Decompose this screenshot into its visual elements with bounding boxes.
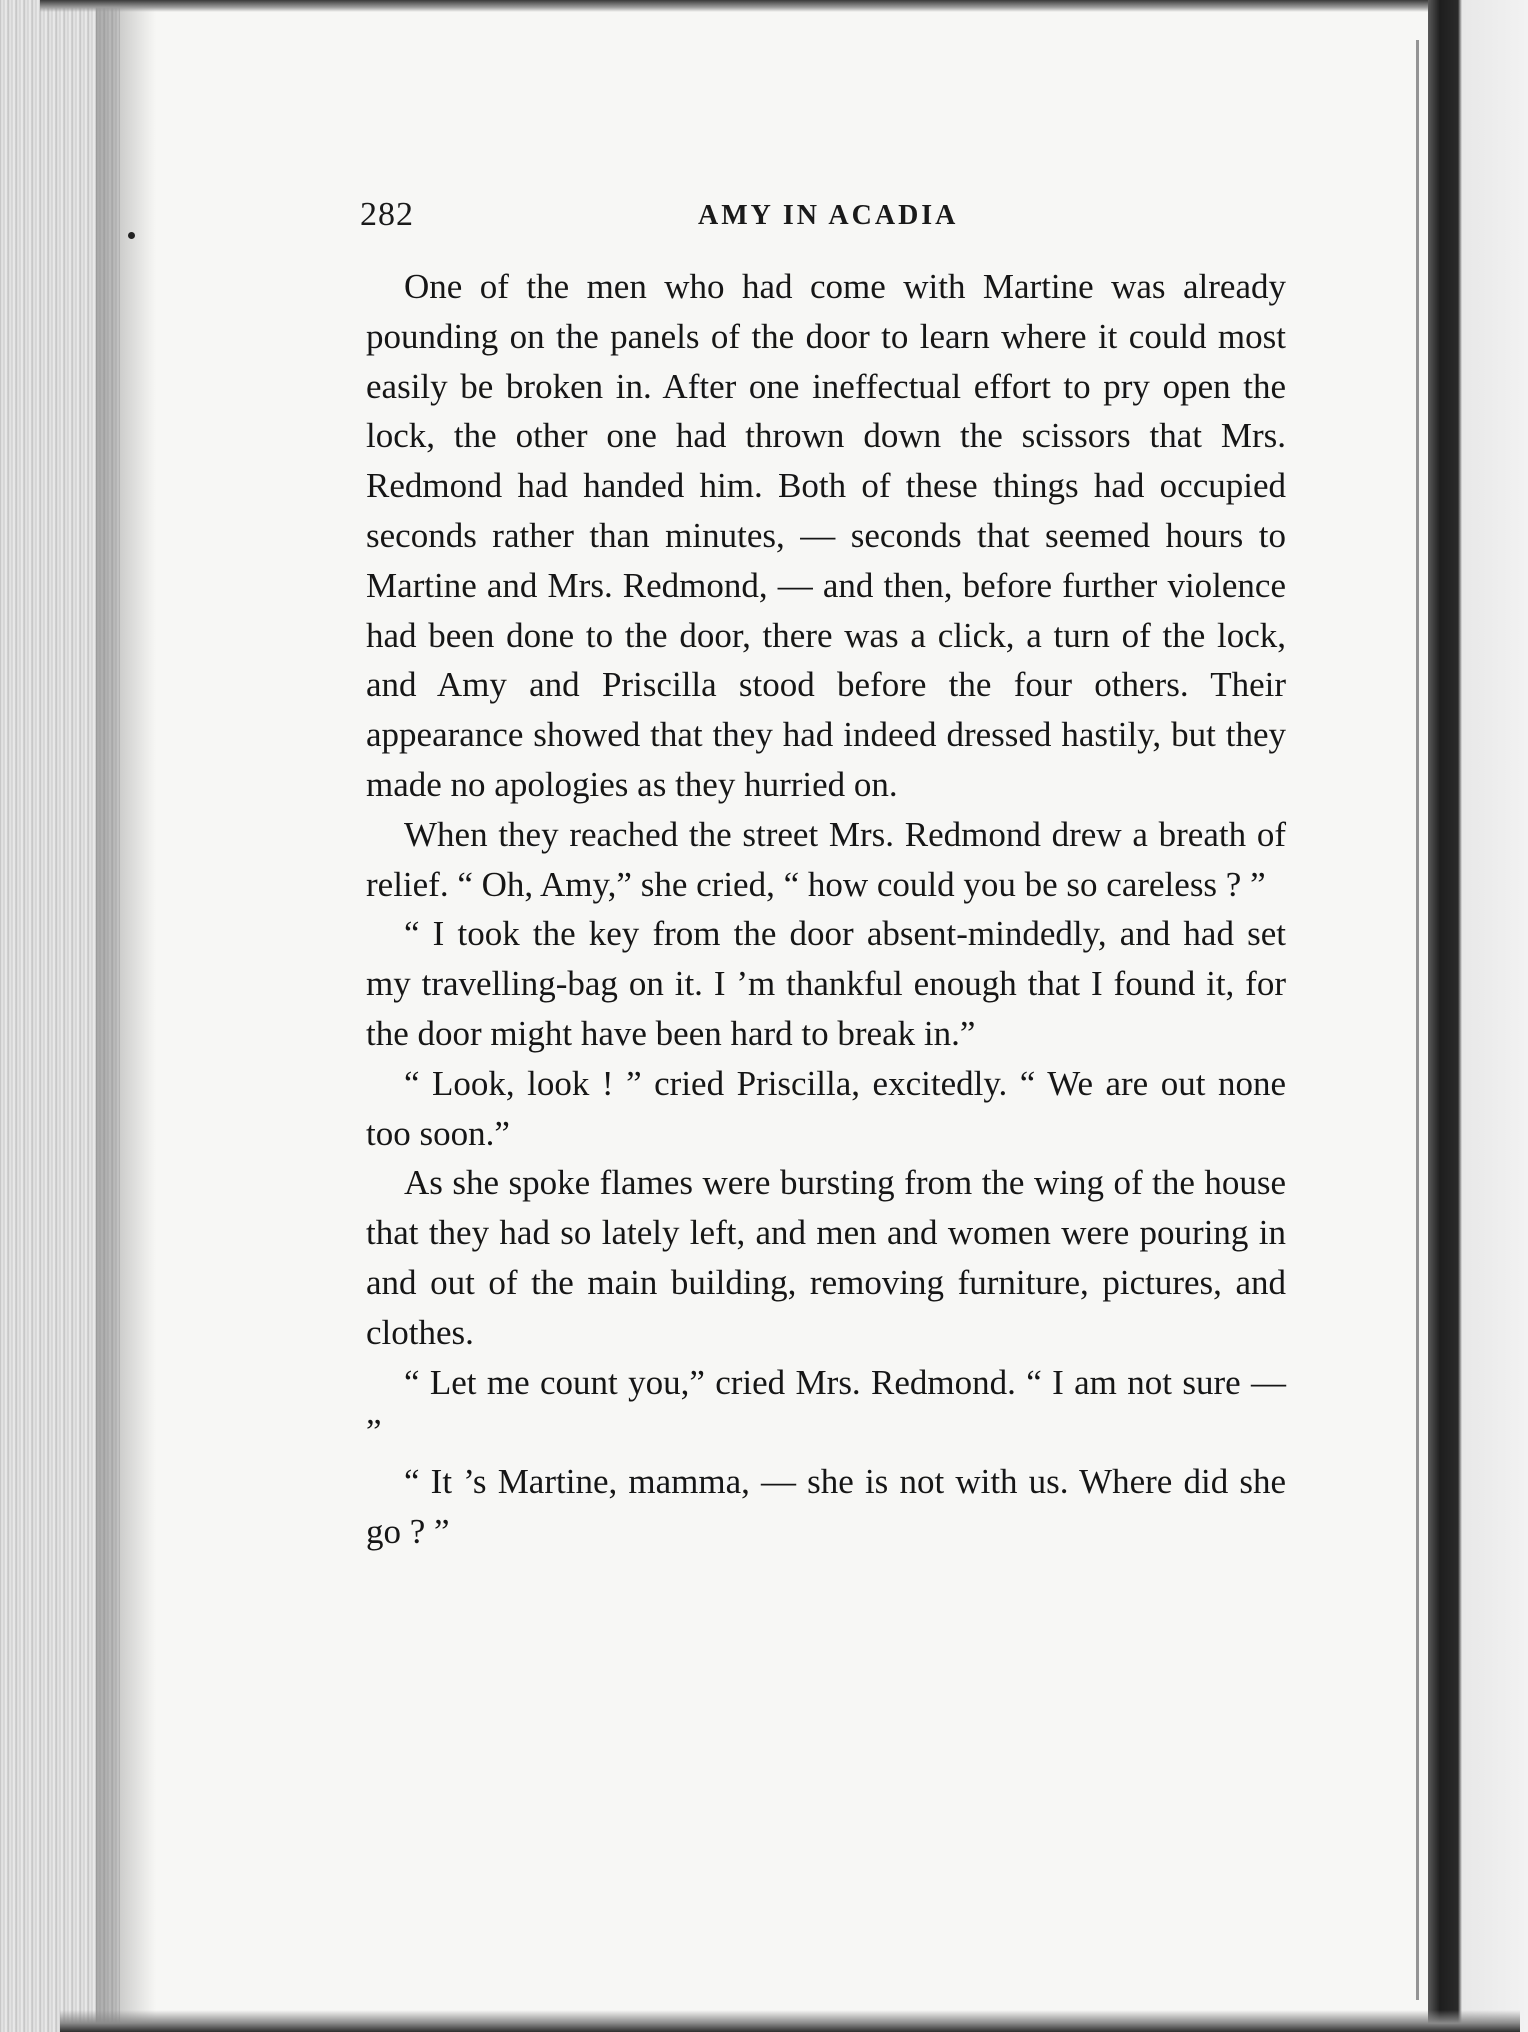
page-header [360,196,1270,256]
gutter-shadow [96,0,156,2032]
paragraph: “ It ’s Martine, mamma, — she is not with us. Where did she go ? ” [366,1462,1286,1551]
paragraph: When they reached the street Mrs. Redmond drew a breath of relief. “ Oh, Amy,” she cried, “ how could you be so careless ? ” [366,814,1286,904]
running-title: AMY IN ACADIA [698,200,959,231]
top-page-edge [40,0,1440,12]
margin-speck [128,232,135,239]
bottom-page-edge [60,2010,1520,2032]
page-number: 282 [360,196,414,233]
body-text [366,262,1286,1557]
paragraph: As she spoke flames were bursting from the wing of the house that they had so lately left, and men and women were pouring in and out of the main building, removing furniture, pictures, and clothes. [366,1163,1286,1352]
paragraph: “ I took the key from the door absent-mindedly, and had set my travelling-bag on it. I ’m thankful enough that I found it, for the door might have been hard to break in.” [366,914,1286,1053]
right-page-edge-line [1416,40,1419,2000]
paragraph: One of the men who had come with Martine was already pounding on the panels of the door to learn where it could most easily be broken in. After one ineffectual effort to pry open the lock, the other one had thrown down the scissors that Mrs. Redmond had handed him. Both of these things had occupied seconds rather than minutes, — seconds that seemed hours to Martine and Mrs. Redmond, — and then, before further violence had been done to the door, there was a click, a turn of the lock, and Amy and Priscilla stood before the four others. Their appearance showed that they had indeed dressed hastily, but they made no apologies as they hurried on. [366,267,1286,804]
paragraph: “ Look, look ! ” cried Priscilla, excitedly. “ We are out none too soon.” [366,1063,1286,1153]
paragraph: “ Let me count you,” cried Mrs. Redmond. “ I am not sure — ” [366,1362,1286,1452]
right-cover-strip [1428,0,1528,2032]
